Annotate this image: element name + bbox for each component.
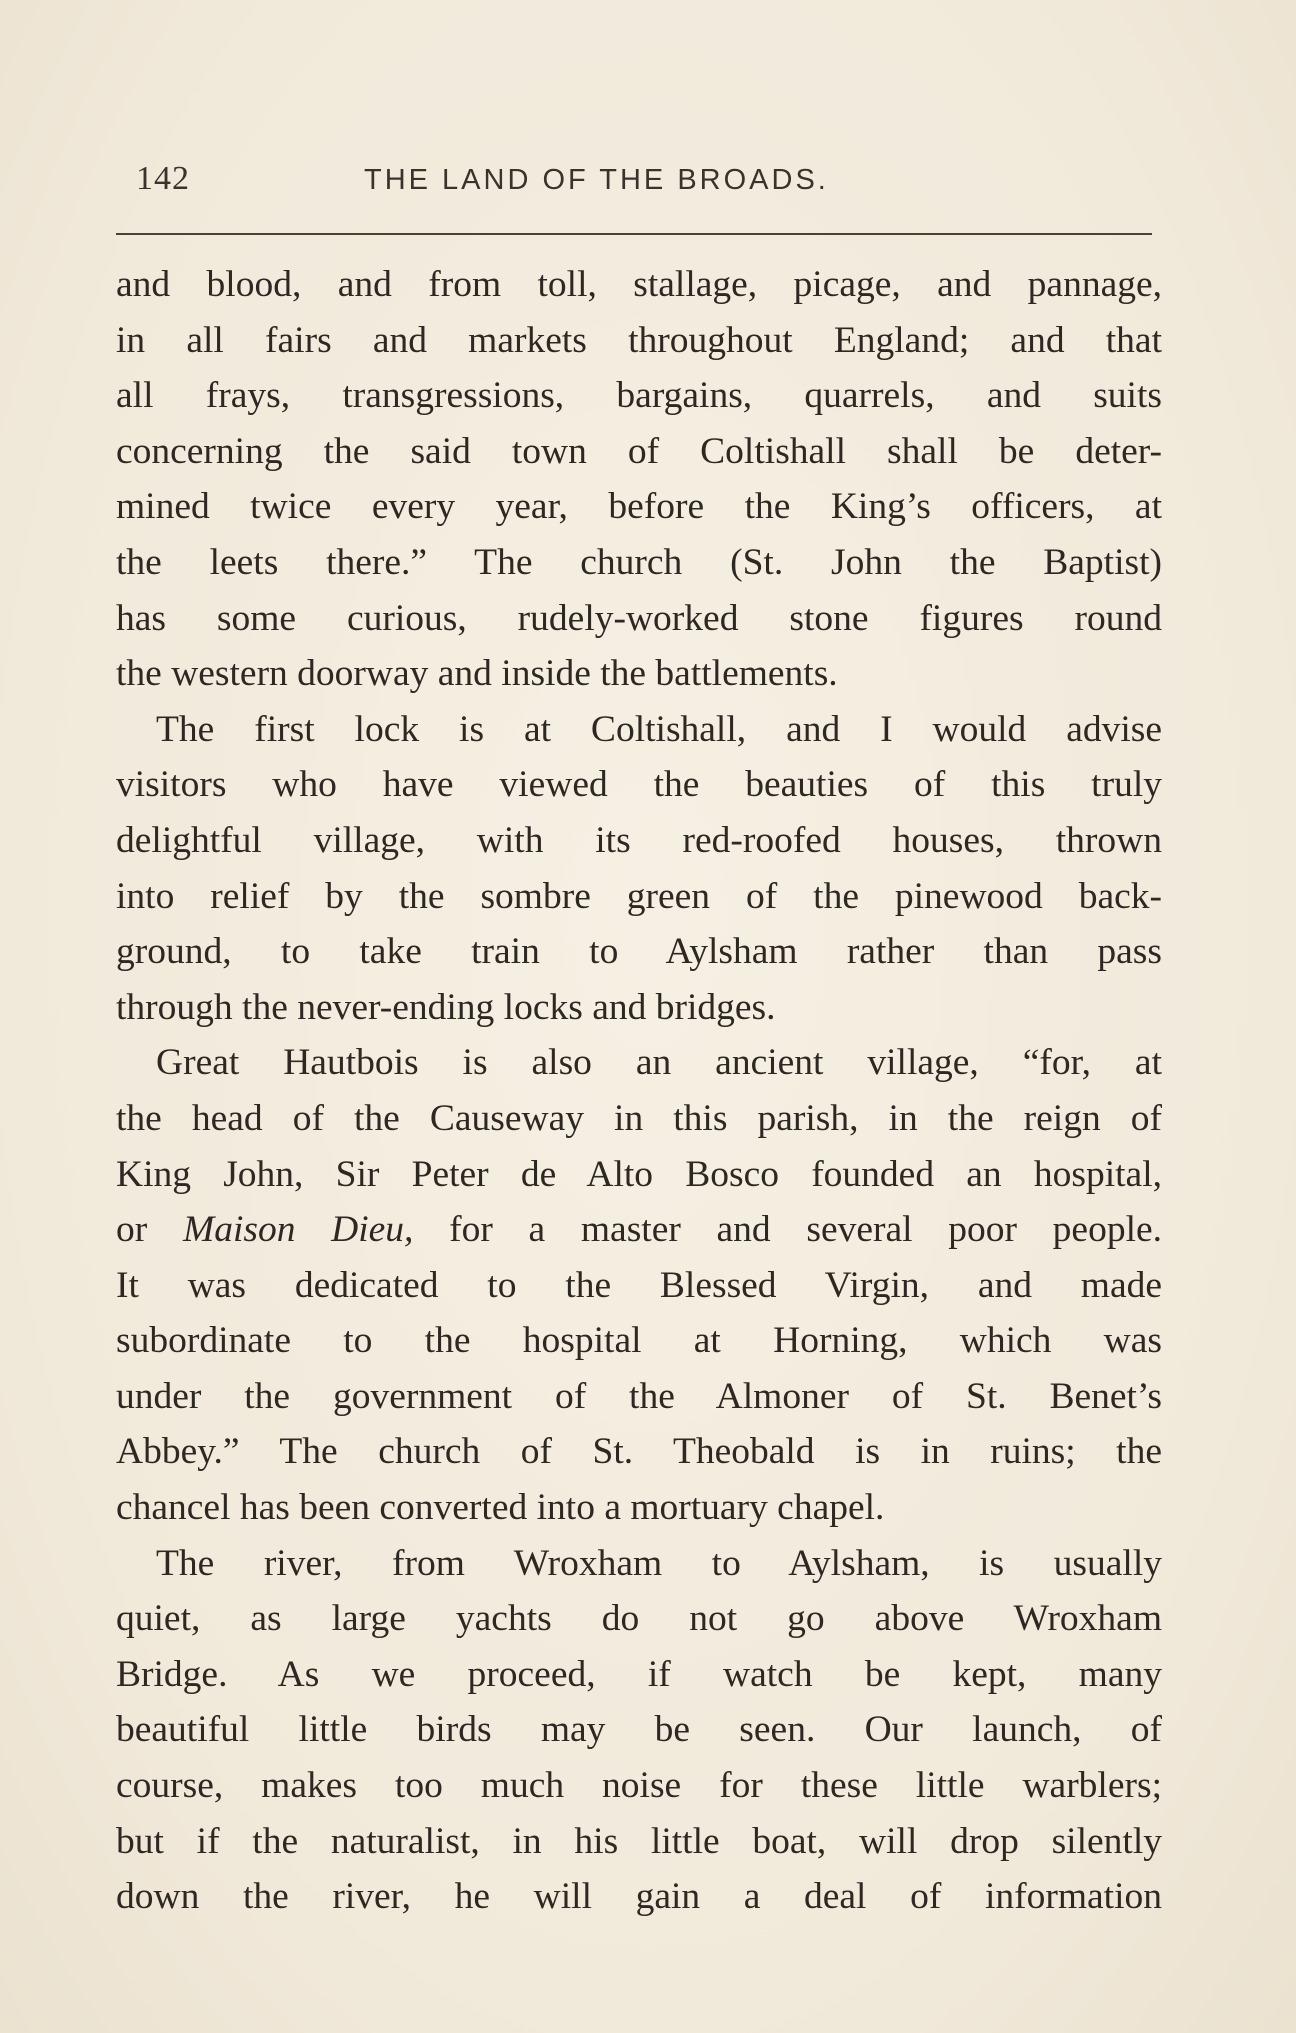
line-prefix: or <box>116 1209 148 1251</box>
text-line: beautiful little birds may be seen. Our launch, of <box>116 1709 1162 1751</box>
text-line: Great Hautbois is also an ancient village, “for, at <box>156 1042 1162 1084</box>
text-line: the leets there.” The church (St. John the Baptist) <box>116 541 1162 583</box>
text-line: the western doorway and inside the battlements. <box>116 653 838 695</box>
text-line: the head of the Causeway in this parish, in the reign of <box>116 1097 1162 1139</box>
text-line: mined twice every year, before the King’s officers, at <box>116 486 1162 528</box>
text-line: chancel has been converted into a mortuary chapel. <box>116 1487 885 1529</box>
text-line: visitors who have viewed the beauties of this truly <box>116 764 1162 806</box>
running-title: THE LAND OF THE BROADS. <box>364 164 829 196</box>
text-line: course, makes too much noise for these little warblers; <box>116 1765 1162 1807</box>
text-line: in all fairs and markets throughout England; and that <box>116 319 1162 361</box>
line-rest: for a master and several poor people. <box>449 1209 1163 1251</box>
text-line: through the never-ending locks and bridges. <box>116 986 776 1028</box>
text-line-with-italic <box>116 1202 1162 1258</box>
text-line: Abbey.” The church of St. Theobald is in ruins; the <box>116 1431 1162 1473</box>
page-number: 142 <box>136 160 190 197</box>
text-line: It was dedicated to the Blessed Virgin, and made <box>116 1264 1162 1306</box>
text-line: and blood, and from toll, stallage, picage, and pannage, <box>116 264 1162 305</box>
body-text <box>116 257 1162 1925</box>
text-line: subordinate to the hospital at Horning, which was <box>116 1320 1162 1362</box>
text-line: down the river, he will gain a deal of information <box>116 1876 1162 1918</box>
page-header <box>136 160 1096 210</box>
text-line: ground, to take train to Aylsham rather than pass <box>116 931 1162 973</box>
text-line: but if the naturalist, in his little boat, will drop silently <box>116 1820 1162 1862</box>
text-line: under the government of the Almoner of St. Benet’s <box>116 1375 1162 1417</box>
text-line: King John, Sir Peter de Alto Bosco founded an hospital, <box>116 1153 1162 1195</box>
header-rule <box>116 233 1152 235</box>
text-line: quiet, as large yachts do not go above Wroxham <box>116 1598 1162 1640</box>
text-line: Bridge. As we proceed, if watch be kept, many <box>116 1653 1162 1695</box>
text-line: The first lock is at Coltishall, and I would advise <box>156 708 1162 750</box>
text-line: The river, from Wroxham to Aylsham, is usually <box>156 1542 1162 1584</box>
text-line: has some curious, rudely-worked stone figures round <box>116 597 1162 639</box>
text-line: concerning the said town of Coltishall shall be deter- <box>116 430 1162 472</box>
text-line: delightful village, with its red-roofed houses, thrown <box>116 819 1162 861</box>
text-line: all frays, transgressions, bargains, quarrels, and suits <box>116 375 1162 417</box>
italic-phrase: Maison Dieu, <box>182 1209 414 1251</box>
text-line: into relief by the sombre green of the pinewood back- <box>116 875 1162 917</box>
